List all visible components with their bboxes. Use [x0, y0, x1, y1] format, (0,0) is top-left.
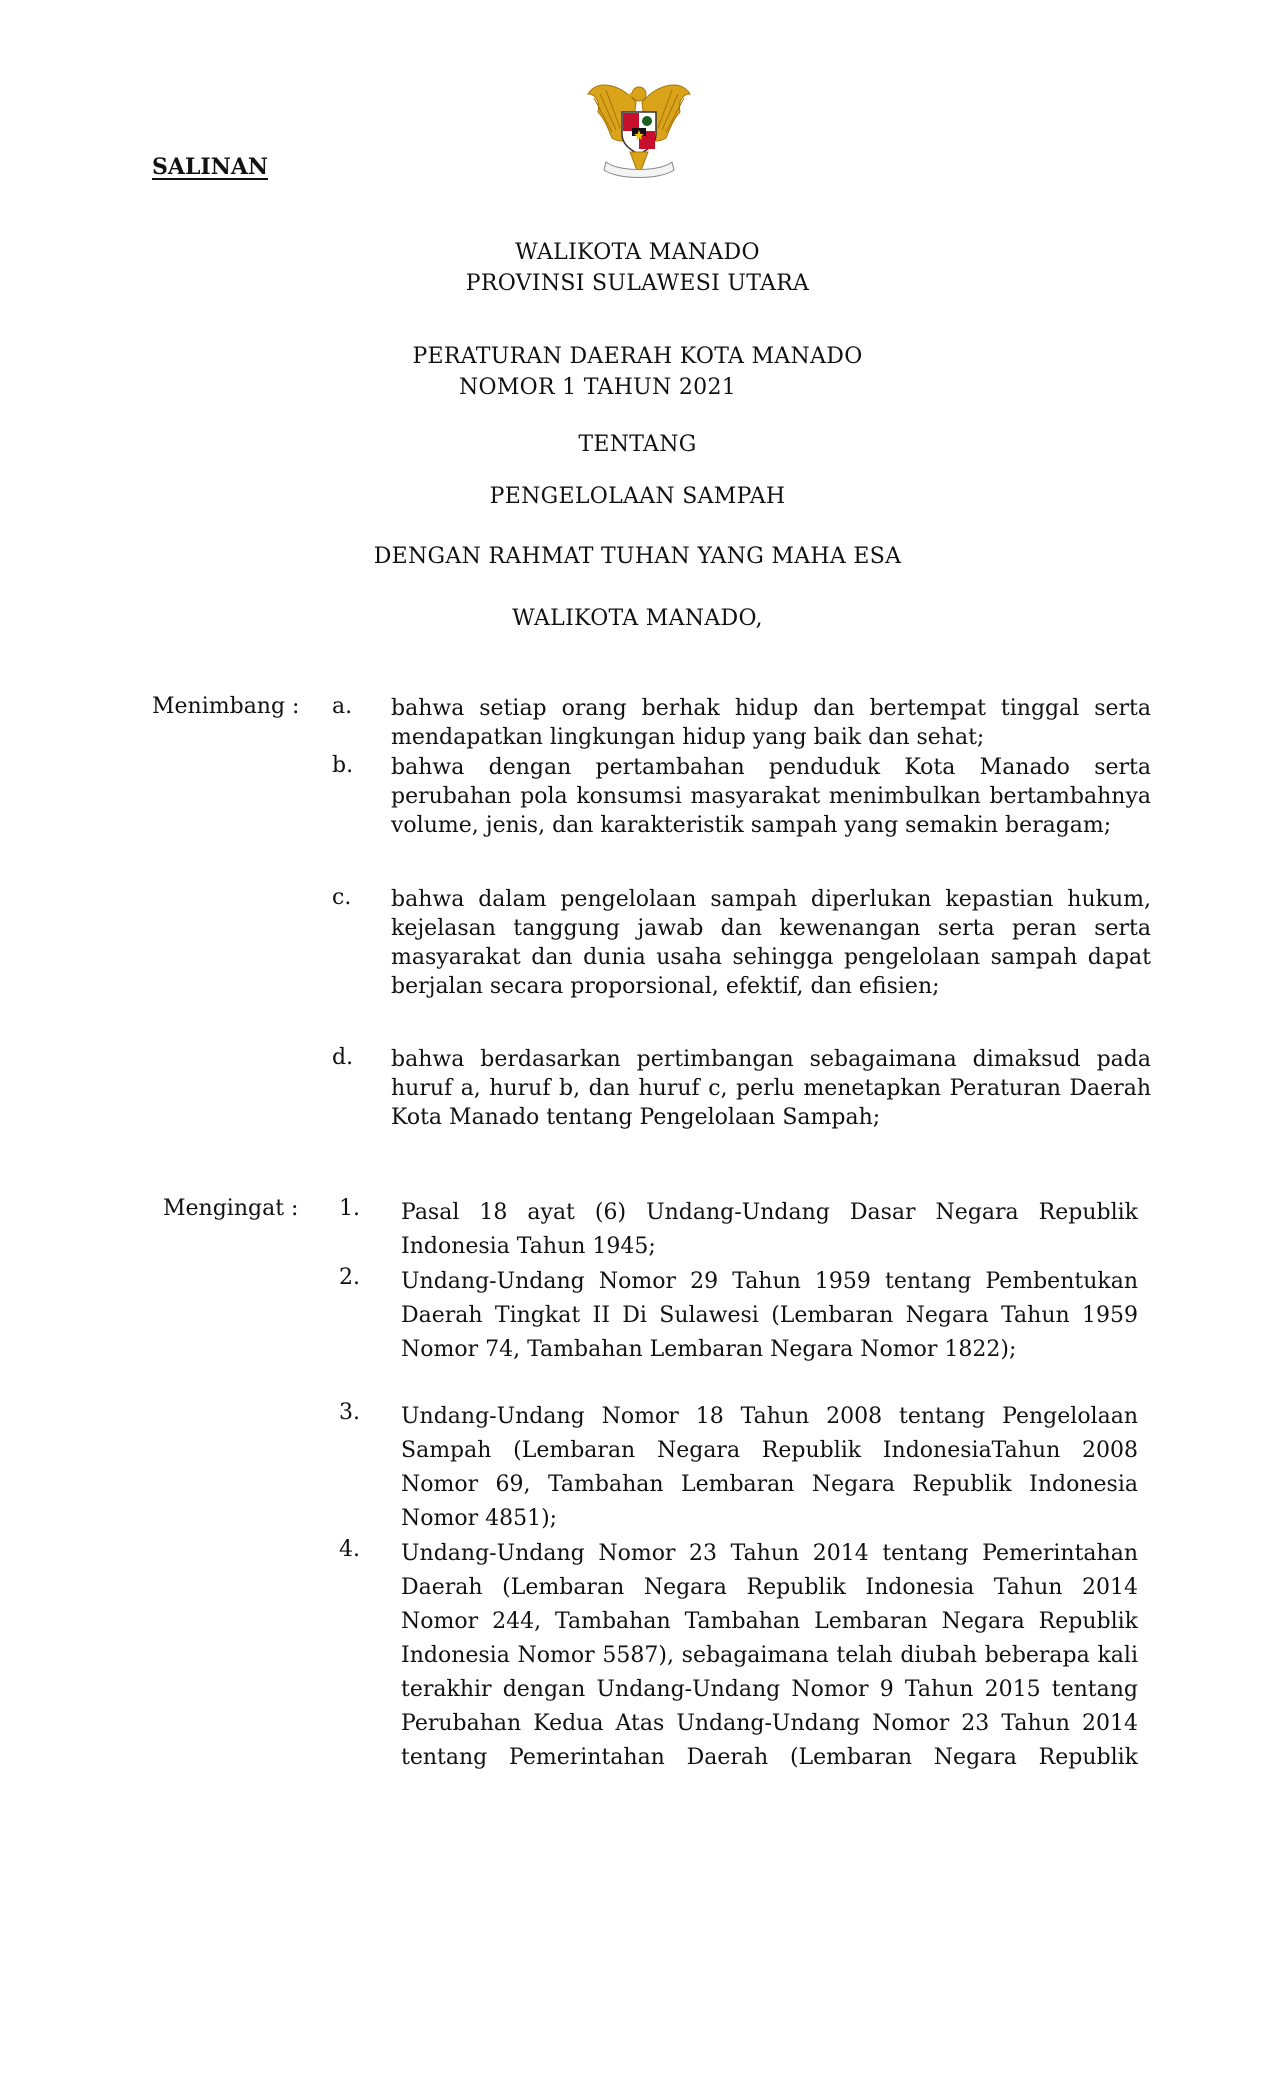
item-marker: 1. — [339, 1196, 360, 1221]
item-text: bahwa dengan pertambahan penduduk Kota Manado serta perubahan pola konsumsi masyarakat menimbulkan bertambahnya volume, jenis, dan karakteristik sampah yang semakin beragam; — [391, 755, 1151, 838]
salinan-stamp: SALINAN — [152, 154, 269, 180]
invocation-heading: DENGAN RAHMAT TUHAN YANG MAHA ESA — [373, 544, 902, 569]
item-text: bahwa berdasarkan pertimbangan sebagaimana dimaksud pada huruf a, huruf b, dan huruf c, perlu menetapkan Peraturan Daerah Kota Manado tentang Pengelolaan Sampah; — [391, 1047, 1151, 1130]
province-heading: PROVINSI SULAWESI UTARA — [465, 271, 810, 296]
regulation-title: PERATURAN DAERAH KOTA MANADO — [412, 344, 863, 369]
item-marker: b. — [332, 753, 354, 778]
item-text: Pasal 18 ayat (6) Undang-Undang Dasar Negara Republik Indonesia Tahun 1945; — [401, 1200, 1138, 1259]
item-marker: c. — [332, 885, 352, 910]
issuer-heading: WALIKOTA MANADO — [515, 240, 760, 265]
subject-heading: PENGELOLAAN SAMPAH — [489, 484, 786, 509]
regulation-number: NOMOR 1 TAHUN 2021 — [458, 375, 737, 400]
item-marker: 2. — [339, 1265, 360, 1290]
mengingat-label: Mengingat : — [163, 1196, 299, 1221]
item-marker: a. — [332, 694, 353, 719]
item-marker: 3. — [339, 1400, 360, 1425]
garuda-emblem-icon — [578, 72, 700, 188]
menimbang-label: Menimbang : — [152, 694, 300, 719]
item-marker: 4. — [339, 1537, 360, 1562]
item-text: Undang-Undang Nomor 18 Tahun 2008 tentang Pengelolaan Sampah (Lembaran Negara Republik IndonesiaTahun 2008 Nomor 69, Tambahan Lembaran Negara Republik Indonesia Nomor 4851); — [401, 1404, 1138, 1531]
item-text: bahwa setiap orang berhak hidup dan bertempat tinggal serta mendapatkan lingkungan hidup yang baik dan sehat; — [391, 696, 1151, 750]
item-text: Undang-Undang Nomor 23 Tahun 2014 tentang Pemerintahan Daerah (Lembaran Negara Republik Indonesia Tahun 2014 Nomor 244, Tambahan Tambahan Lembaran Negara Republik Indonesia Nomor 5587), sebagaimana telah diubah beberapa kali terakhir dengan Undang-Undang Nomor 9 Tahun 2015 tentang Perubahan Kedua Atas Undang-Undang Nomor 23 Tahun 2014 tentang Pemerintahan Daerah (Lembaran Negara Republik — [401, 1541, 1138, 1770]
issuer-declaration: WALIKOTA MANADO, — [512, 606, 763, 631]
item-text: bahwa dalam pengelolaan sampah diperlukan kepastian hukum, kejelasan tanggung jawab dan kewenangan serta peran serta masyarakat dan dunia usaha sehingga pengelolaan sampah dapat berjalan secara proporsional, efektif, dan efisien; — [391, 887, 1151, 999]
item-text: Undang-Undang Nomor 29 Tahun 1959 tentang Pembentukan Daerah Tingkat II Di Sulawesi (Lembaran Negara Tahun 1959 Nomor 74, Tambahan Lembaran Negara Nomor 1822); — [401, 1269, 1138, 1362]
about-heading: TENTANG — [578, 432, 697, 457]
item-marker: d. — [332, 1045, 354, 1070]
